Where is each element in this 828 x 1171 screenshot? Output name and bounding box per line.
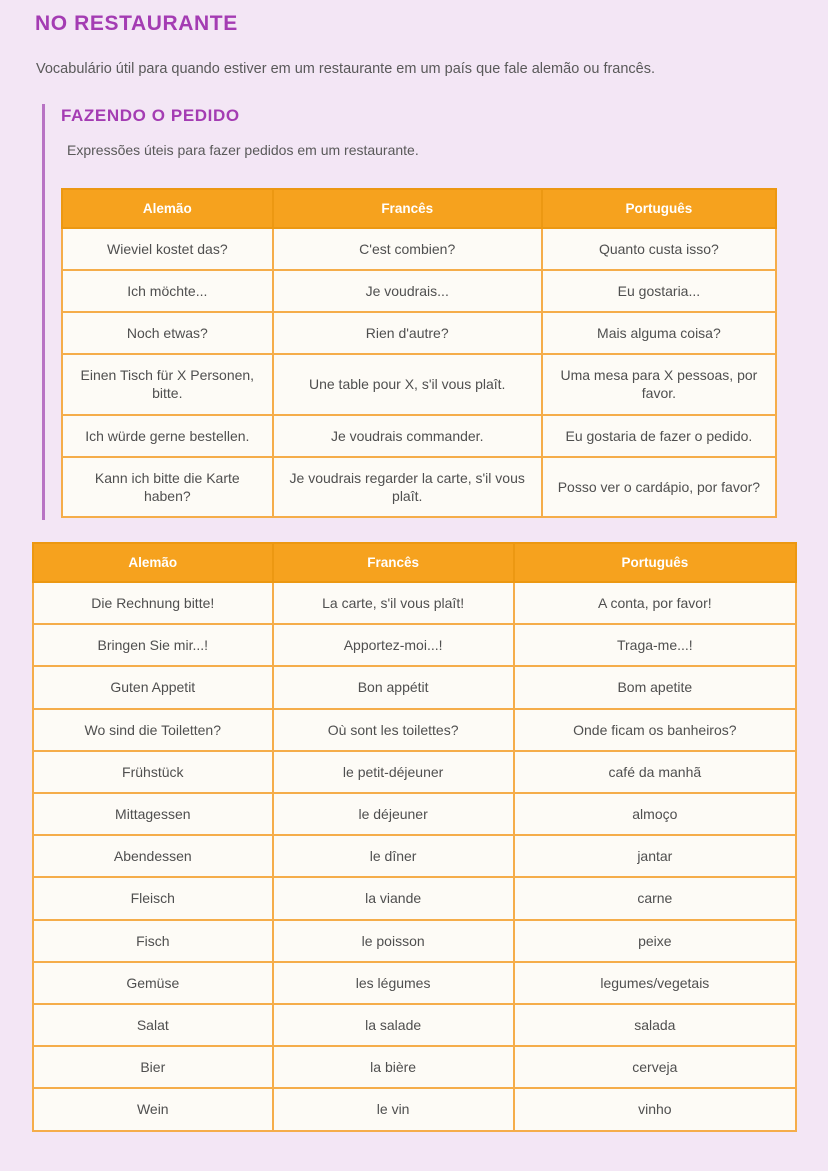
table-row <box>62 270 776 312</box>
table-cell: Einen Tisch für X Personen, bitte. <box>62 354 273 414</box>
section-subtitle: Expressões úteis para fazer pedidos em um restaurante. <box>67 141 419 158</box>
table-cell: vinho <box>514 1088 796 1130</box>
table-cell: le vin <box>273 1088 514 1130</box>
table-cell: Abendessen <box>33 835 273 877</box>
table-cell: le poisson <box>273 920 514 962</box>
table-cell: Eu gostaria... <box>542 270 776 312</box>
table-cell: cerveja <box>514 1046 796 1088</box>
table-cell: Wo sind die Toiletten? <box>33 709 273 751</box>
table-cell: Bom apetite <box>514 666 796 708</box>
table-row <box>33 877 796 919</box>
table-cell: Rien d'autre? <box>273 312 542 354</box>
table-cell: Quanto custa isso? <box>542 228 776 270</box>
table-cell: la salade <box>273 1004 514 1046</box>
table-cell: la bière <box>273 1046 514 1088</box>
table-cell: Fisch <box>33 920 273 962</box>
table-row <box>33 793 796 835</box>
table-row <box>33 709 796 751</box>
table-row <box>62 228 776 270</box>
table-row <box>33 920 796 962</box>
column-header: Francês <box>273 189 542 228</box>
table-cell: C'est combien? <box>273 228 542 270</box>
table-cell: Bon appétit <box>273 666 514 708</box>
table-row <box>33 666 796 708</box>
table-cell: Salat <box>33 1004 273 1046</box>
table-cell: le déjeuner <box>273 793 514 835</box>
table-cell: Onde ficam os banheiros? <box>514 709 796 751</box>
table-cell: Wieviel kostet das? <box>62 228 273 270</box>
table-cell: Ich möchte... <box>62 270 273 312</box>
table-cell: café da manhã <box>514 751 796 793</box>
table-cell: Apportez-moi...! <box>273 624 514 666</box>
table-row <box>33 1088 796 1130</box>
table-cell: Fleisch <box>33 877 273 919</box>
column-header: Alemão <box>62 189 273 228</box>
table-cell: carne <box>514 877 796 919</box>
table-cell: almoço <box>514 793 796 835</box>
table-row <box>33 835 796 877</box>
table-cell: Uma mesa para X pessoas, por favor. <box>542 354 776 414</box>
table-cell: les légumes <box>273 962 514 1004</box>
table-row <box>33 1004 796 1046</box>
table-cell: Noch etwas? <box>62 312 273 354</box>
table-header-row <box>33 543 796 582</box>
table-cell: A conta, por favor! <box>514 582 796 624</box>
table-cell: le dîner <box>273 835 514 877</box>
table-row <box>62 415 776 457</box>
table-cell: Bringen Sie mir...! <box>33 624 273 666</box>
table-cell: Frühstück <box>33 751 273 793</box>
table-cell: la viande <box>273 877 514 919</box>
table-cell: Bier <box>33 1046 273 1088</box>
intro-text: Vocabulário útil para quando estiver em um restaurante em um país que fale alemão ou francês. <box>36 61 656 77</box>
table-row <box>33 962 796 1004</box>
table-cell: Die Rechnung bitte! <box>33 582 273 624</box>
table-cell: Ich würde gerne bestellen. <box>62 415 273 457</box>
table-cell: Guten Appetit <box>33 666 273 708</box>
table-cell: jantar <box>514 835 796 877</box>
table-header-row <box>62 189 776 228</box>
section-fazendo-o-pedido <box>42 104 798 521</box>
table-cell: Wein <box>33 1088 273 1130</box>
table-cell: legumes/vegetais <box>514 962 796 1004</box>
column-header: Alemão <box>33 543 273 582</box>
restaurant-vocabulary-table <box>32 542 797 1131</box>
table-row <box>33 1046 796 1088</box>
table-cell: Posso ver o cardápio, por favor? <box>542 457 776 517</box>
table-row <box>62 312 776 354</box>
table-cell: Je voudrais regarder la carte, s'il vous plaît. <box>273 457 542 517</box>
table-row <box>33 624 796 666</box>
ordering-phrases-table <box>61 188 777 519</box>
table-cell: Kann ich bitte die Karte haben? <box>62 457 273 517</box>
table-cell: La carte, s'il vous plaît! <box>273 582 514 624</box>
column-header: Português <box>542 189 776 228</box>
table-cell: peixe <box>514 920 796 962</box>
table-row <box>33 582 796 624</box>
table-cell: Eu gostaria de fazer o pedido. <box>542 415 776 457</box>
table-row <box>33 751 796 793</box>
table-cell: Une table pour X, s'il vous plaît. <box>273 354 542 414</box>
table-cell: Je voudrais... <box>273 270 542 312</box>
table-cell: Où sont les toilettes? <box>273 709 514 751</box>
table-cell: Traga-me...! <box>514 624 796 666</box>
page-title: NO RESTAURANTE <box>35 12 238 35</box>
table-cell: Je voudrais commander. <box>273 415 542 457</box>
table-cell: le petit-déjeuner <box>273 751 514 793</box>
section-title: FAZENDO O PEDIDO <box>61 105 240 125</box>
table-cell: Mittagessen <box>33 793 273 835</box>
column-header: Português <box>514 543 796 582</box>
table-cell: Gemüse <box>33 962 273 1004</box>
table-cell: Mais alguma coisa? <box>542 312 776 354</box>
table-row <box>62 354 776 414</box>
table-cell: salada <box>514 1004 796 1046</box>
table-row <box>62 457 776 517</box>
column-header: Francês <box>273 543 514 582</box>
